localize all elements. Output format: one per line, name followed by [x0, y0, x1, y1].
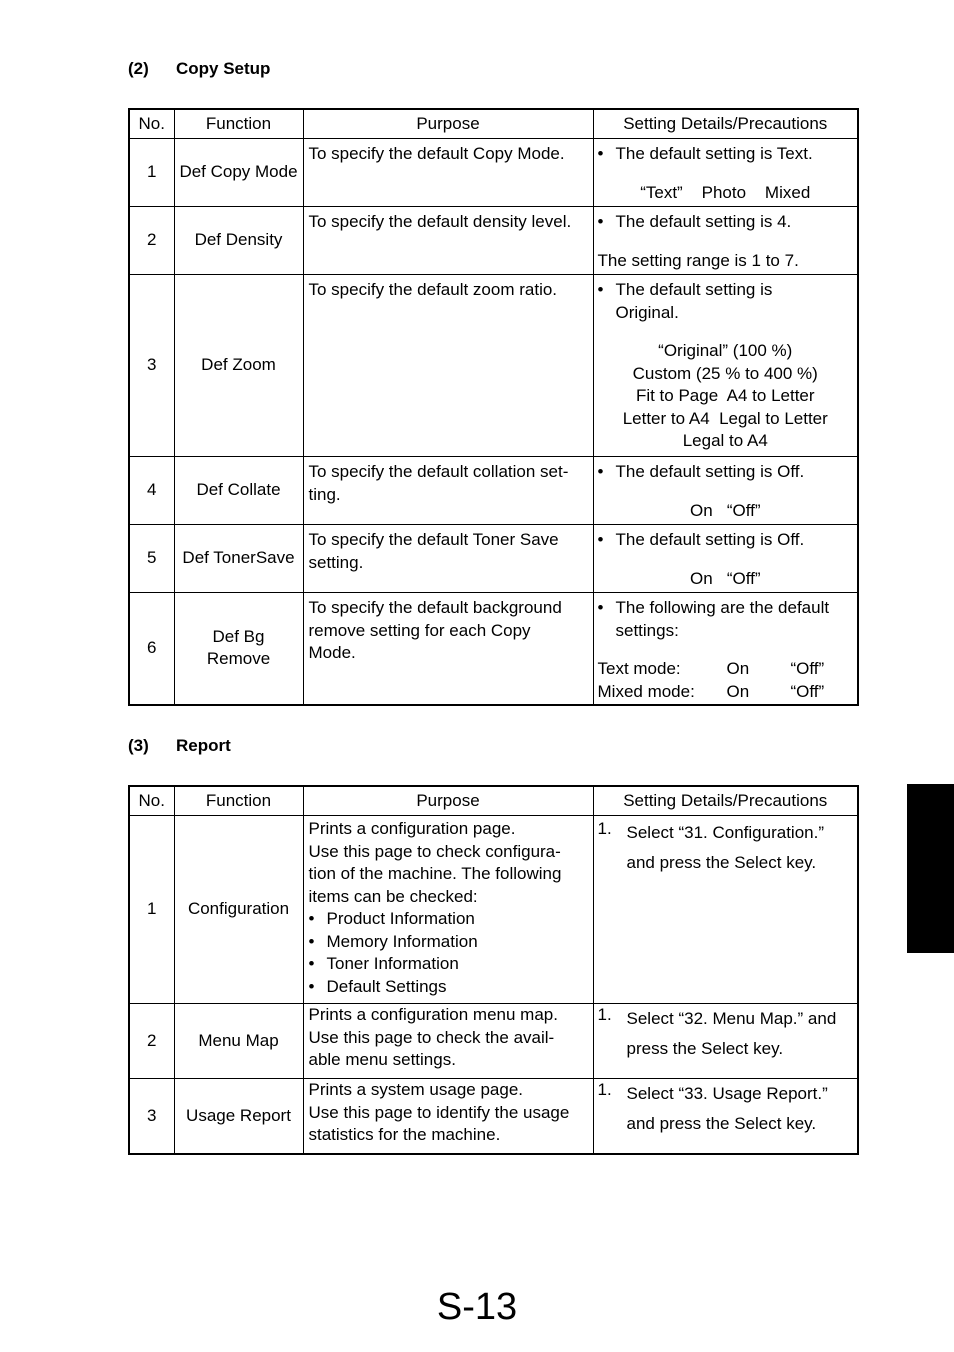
bullet-mark: •	[308, 954, 315, 973]
purpose-line: remove setting for each Copy	[308, 620, 531, 640]
option-item: Legal to A4	[682, 431, 768, 450]
mode-name: Text mode:	[597, 659, 681, 678]
row-purpose	[303, 816, 593, 1004]
purpose-line: Use this page to check the avail-	[308, 1027, 555, 1047]
purpose-line: statistics for the machine.	[308, 1125, 501, 1144]
bullet-line: The default setting is	[615, 280, 773, 299]
bullet-text: Product Information	[326, 909, 475, 928]
section-title: Copy Setup	[176, 59, 271, 78]
page-number: S-13	[436, 1286, 518, 1328]
row-settings	[593, 593, 858, 705]
bullet-text	[616, 597, 830, 642]
bullet-mark: •	[597, 530, 604, 549]
table-row	[129, 457, 858, 525]
row-no: 3	[129, 275, 174, 457]
row-function: Def TonerSave	[174, 525, 303, 593]
bullet-mark: •	[597, 280, 604, 299]
col-header-function: Function	[174, 786, 303, 816]
bullet-text: The default setting is Off.	[615, 530, 805, 549]
row-settings	[593, 1079, 858, 1154]
purpose-line: setting.	[308, 552, 364, 572]
mode-off: “Off”	[790, 681, 825, 701]
bullet-item	[309, 953, 588, 976]
purpose-line: Use this page to check configura-	[308, 841, 561, 861]
chapter-tab	[907, 784, 954, 953]
purpose-line: ting.	[308, 484, 341, 504]
table-header-row	[129, 786, 858, 816]
row-purpose	[303, 457, 593, 525]
bullet-mark: •	[597, 462, 604, 481]
bullet-mark: •	[308, 909, 315, 928]
mode-off: “Off”	[790, 659, 825, 678]
copy-setup-heading	[128, 59, 270, 79]
table-row	[129, 1079, 858, 1154]
bullet-item	[598, 529, 854, 552]
bullet-text: Default Settings	[326, 976, 447, 996]
bullet-item	[598, 279, 854, 324]
row-function: Configuration	[174, 816, 303, 1004]
option-item: “Original” (100 %)	[658, 341, 793, 360]
bullet-line: Original.	[615, 302, 679, 322]
bullet-mark: •	[597, 144, 604, 163]
table-row	[129, 139, 858, 207]
step-text	[627, 1079, 828, 1139]
bullet-line: The following are the default	[615, 598, 830, 617]
report-table	[128, 785, 859, 1155]
bullet-mark: •	[597, 598, 604, 617]
row-function: Def Copy Mode	[174, 139, 303, 207]
bullet-item	[309, 908, 588, 931]
row-no: 1	[129, 816, 174, 1004]
table-row	[129, 593, 858, 705]
table-row	[129, 207, 858, 275]
row-no: 2	[129, 1004, 174, 1079]
mode-list	[598, 658, 854, 703]
row-function	[174, 593, 303, 705]
purpose-line: To specify the default background	[308, 598, 562, 617]
option-list: On “Off”	[689, 500, 761, 520]
function-line: Remove	[206, 649, 271, 669]
mode-row	[598, 681, 854, 704]
setting-note: The setting range is 1 to 7.	[597, 250, 799, 270]
section-number: (3)	[128, 736, 149, 755]
option-item: Letter to A4 Legal to Letter	[622, 408, 828, 428]
bullet-text: Memory Information	[326, 931, 478, 951]
bullet-item	[598, 597, 854, 642]
row-settings	[593, 525, 858, 593]
option-list: “Text” Photo Mixed	[640, 182, 811, 202]
row-settings	[593, 275, 858, 457]
mode-name: Mixed mode:	[597, 681, 695, 701]
option-list: On “Off”	[689, 568, 761, 588]
step-text	[627, 1004, 837, 1064]
table-row	[129, 525, 858, 593]
col-header-no: No.	[129, 109, 174, 139]
report-heading	[128, 736, 231, 756]
section-number: (2)	[128, 59, 149, 78]
option-item: Custom (25 % to 400 %)	[632, 363, 818, 383]
section-title: Report	[176, 736, 231, 755]
row-settings	[593, 816, 858, 1004]
step-number: 1.	[597, 1080, 612, 1099]
table-row	[129, 816, 858, 1004]
bullet-line: settings:	[615, 620, 679, 640]
row-purpose	[303, 525, 593, 593]
row-function: Def Zoom	[174, 275, 303, 457]
table-row	[129, 1004, 858, 1079]
row-function: Usage Report	[174, 1079, 303, 1154]
purpose-line: tion of the machine. The following	[308, 864, 562, 883]
col-header-settings: Setting Details/Precautions	[593, 109, 858, 139]
purpose-line: To specify the default Toner Save	[308, 530, 559, 549]
bullet-text: Toner Information	[326, 954, 459, 973]
col-header-purpose: Purpose	[303, 109, 593, 139]
row-purpose: To specify the default density level.	[303, 207, 593, 275]
step-number: 1.	[597, 1005, 612, 1024]
purpose-line: Use this page to identify the usage	[308, 1102, 570, 1122]
mode-on: On	[726, 681, 750, 701]
row-no: 2	[129, 207, 174, 275]
row-purpose	[303, 1079, 593, 1154]
bullet-item	[598, 461, 854, 484]
copy-setup-table	[128, 108, 859, 706]
col-header-purpose: Purpose	[303, 786, 593, 816]
row-function: Menu Map	[174, 1004, 303, 1079]
step-line: and press the Select key.	[626, 1114, 817, 1133]
col-header-no: No.	[129, 786, 174, 816]
bullet-text	[616, 279, 773, 324]
row-settings	[593, 207, 858, 275]
step-item	[598, 818, 854, 878]
purpose-line: To specify the default collation set-	[308, 462, 569, 481]
row-no: 1	[129, 139, 174, 207]
step-line: and press the Select key.	[626, 853, 817, 872]
purpose-line: Prints a system usage page.	[308, 1080, 524, 1099]
bullet-mark: •	[308, 976, 315, 996]
row-no: 6	[129, 593, 174, 705]
row-function: Def Collate	[174, 457, 303, 525]
purpose-line: Prints a configuration page.	[308, 819, 516, 838]
row-settings	[593, 1004, 858, 1079]
bullet-mark: •	[308, 931, 315, 951]
option-item: Fit to Page A4 to Letter	[635, 386, 815, 405]
col-header-settings: Setting Details/Precautions	[593, 786, 858, 816]
row-purpose: To specify the default zoom ratio.	[303, 275, 593, 457]
step-number: 1.	[597, 819, 612, 838]
step-line: press the Select key.	[626, 1039, 784, 1058]
step-item	[598, 1079, 854, 1139]
row-purpose	[303, 1004, 593, 1079]
bullet-text: The default setting is Off.	[615, 462, 805, 481]
row-settings	[593, 457, 858, 525]
purpose-line: able menu settings.	[308, 1050, 456, 1069]
option-list	[598, 340, 854, 453]
table-header-row	[129, 109, 858, 139]
purpose-line: Mode.	[308, 643, 356, 662]
bullet-item	[309, 931, 588, 954]
mode-on: On	[726, 659, 750, 678]
row-function: Def Density	[174, 207, 303, 275]
step-line: Select “33. Usage Report.”	[626, 1084, 828, 1103]
bullet-item	[598, 211, 854, 234]
col-header-function: Function	[174, 109, 303, 139]
bullet-item	[598, 143, 854, 166]
purpose-line: items can be checked:	[308, 886, 478, 906]
step-text	[627, 818, 825, 878]
table-row	[129, 275, 858, 457]
row-no: 5	[129, 525, 174, 593]
bullet-mark: •	[597, 212, 604, 231]
row-no: 4	[129, 457, 174, 525]
row-purpose	[303, 593, 593, 705]
step-item	[598, 1004, 854, 1064]
function-line: Def Bg	[212, 626, 265, 646]
bullet-text: The default setting is 4.	[615, 212, 792, 231]
purpose-line: Prints a configuration menu map.	[308, 1005, 558, 1024]
bullet-text: The default setting is Text.	[615, 144, 813, 163]
step-line: Select “31. Configuration.”	[626, 823, 824, 842]
row-settings	[593, 139, 858, 207]
row-no: 3	[129, 1079, 174, 1154]
row-purpose: To specify the default Copy Mode.	[303, 139, 593, 207]
mode-row	[598, 658, 854, 681]
step-line: Select “32. Menu Map.” and	[626, 1009, 837, 1028]
bullet-item	[309, 976, 588, 999]
